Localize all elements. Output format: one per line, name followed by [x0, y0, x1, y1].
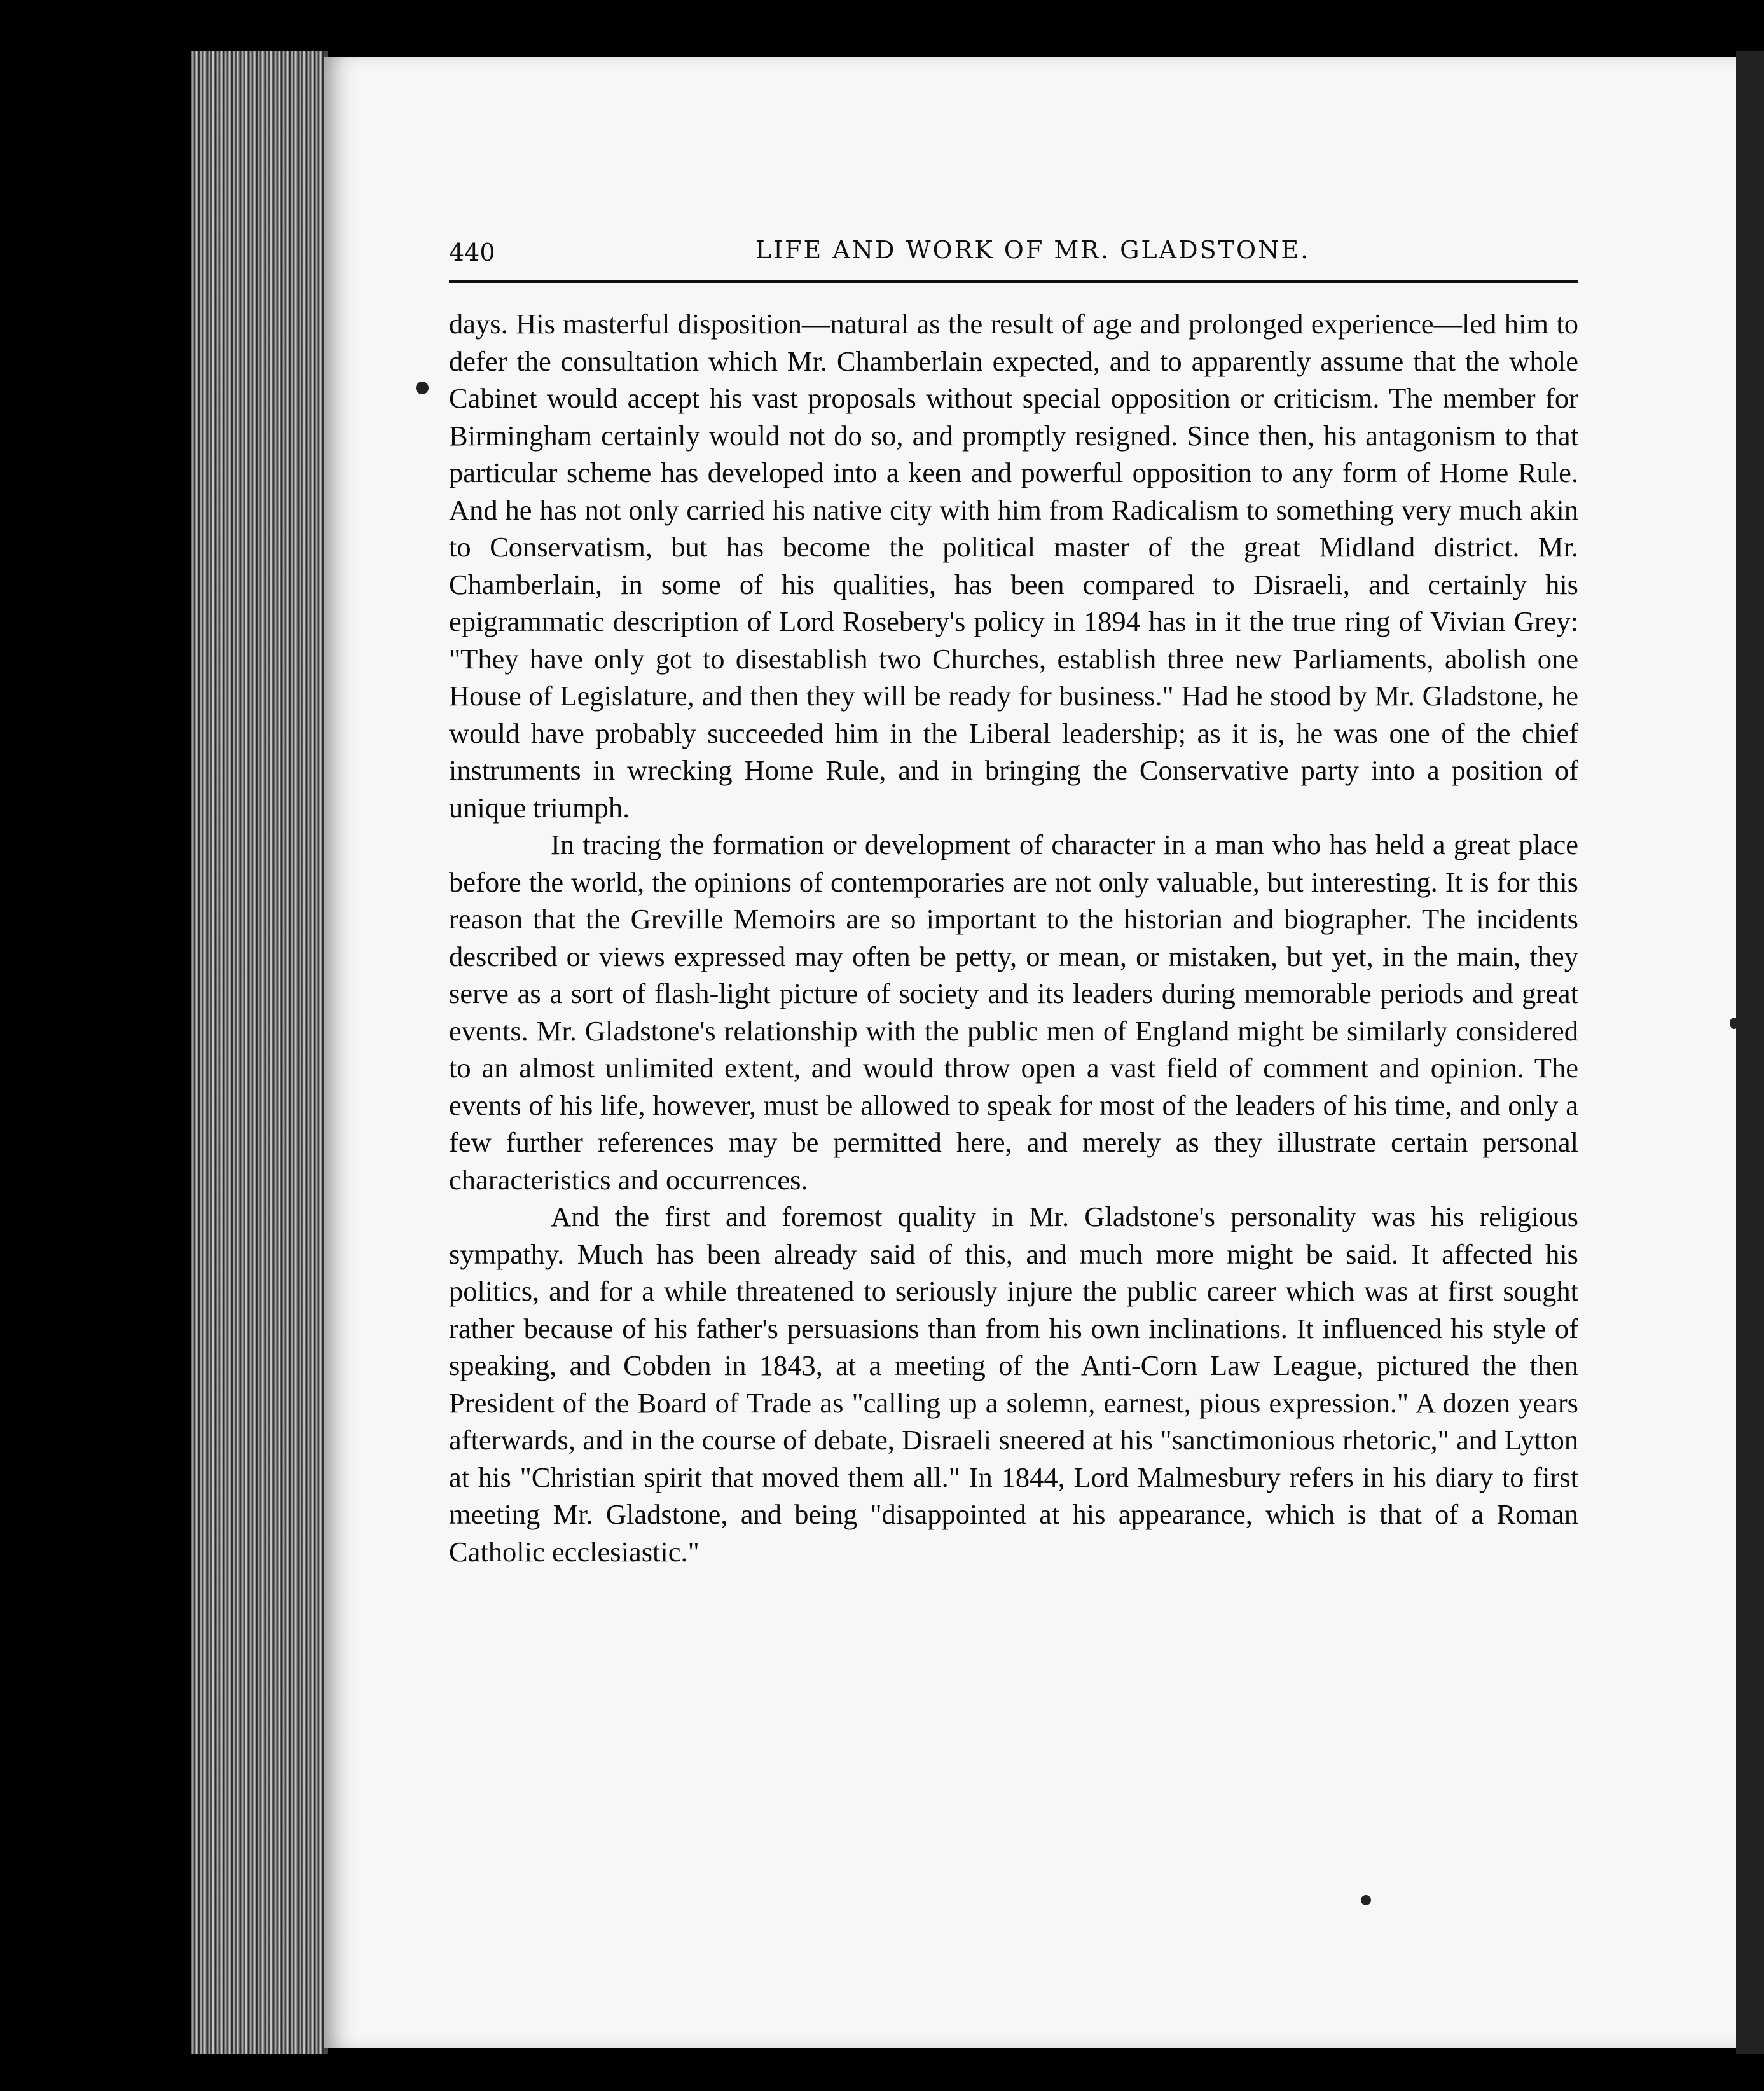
body-text [449, 305, 1578, 1570]
paragraph-chamberlain: days. His masterful disposition—natural as the result of age and prolonged experience—led him to defer the consultation which Mr. Chamberlain expected, and to apparently assume that the whole Cabinet would accept his vast proposals without special opposition or criticism. The member for Birmingham certainly would not do so, and promptly resigned. Since then, his antagonism to that particular scheme has developed into a keen and powerful opposition to any form of Home Rule. And he has not only carried his native city with him from Radicalism to something very much akin to Conservatism, but has become the political master of the great Midland district. Mr. Chamberlain, in some of his qualities, has been compared to Disraeli, and certainly his epigrammatic description of Lord Rosebery's policy in 1894 has in it the true ring of Vivian Grey: "They have only got to disestablish two Churches, establish three new Parliaments, abolish one House of Legislature, and then they will be ready for business." Had he stood by Mr. Gladstone, he would have probably succeeded him in the Liberal leadership; as it is, he was one of the chief instruments in wrecking Home Rule, and in bringing the Conservative party into a position of unique triumph. [449, 308, 1578, 824]
running-title: LIFE AND WORK OF MR. GLADSTONE. [755, 236, 1311, 264]
book-page-edges [191, 51, 328, 2054]
page-number: 440 [449, 238, 495, 266]
ink-spot [1361, 1895, 1371, 1905]
paragraph-contemporaries: In tracing the formation or development of character in a man who has held a great place before the world, the opinions of contemporaries are not only valuable, but interesting. It is for this reason that the Greville Memoirs are so important to the historian and biographer. The incidents described or views expressed may often be petty, or mean, or mistaken, but yet, in the main, they serve as a sort of flash-light picture of society and its leaders during memorable periods and great events. Mr. Gladstone's relationship with the public men of England might be similarly considered to an almost unlimited extent, and would throw open a vast field of comment and opinion. The events of his life, however, must be allowed to speak for most of the leaders of his time, and only a few further references may be permitted here, and merely as they illustrate certain personal characteristics and occurrences. [449, 829, 1578, 1196]
ink-spot [1730, 1018, 1739, 1029]
paragraph-religious-sympathy: And the first and foremost quality in Mr. Gladstone's personality was his religious sympathy. Much has been already said of this, and much more might be said. It affected his politics, and for a while threatened to seriously injure the public career which was at first sought rather because of his father's persuasions than from his own inclinations. It influenced his style of speaking, and Cobden in 1843, at a meeting of the Anti-Corn Law League, pictured the then President of the Board of Trade as "calling up a solemn, earnest, pious expression." A dozen years afterwards, and in the course of debate, Disraeli sneered at his "sanctimonious rhetoric," and Lytton at his "Christian spirit that moved them all." In 1844, Lord Malmesbury refers in his diary to first meeting Mr. Gladstone, and being "disappointed at his appearance, which is that of a Roman Catholic ecclesiastic." [449, 1201, 1578, 1568]
ink-spot [416, 382, 429, 394]
facing-page-edge [1736, 51, 1764, 2054]
running-head [449, 232, 1578, 283]
